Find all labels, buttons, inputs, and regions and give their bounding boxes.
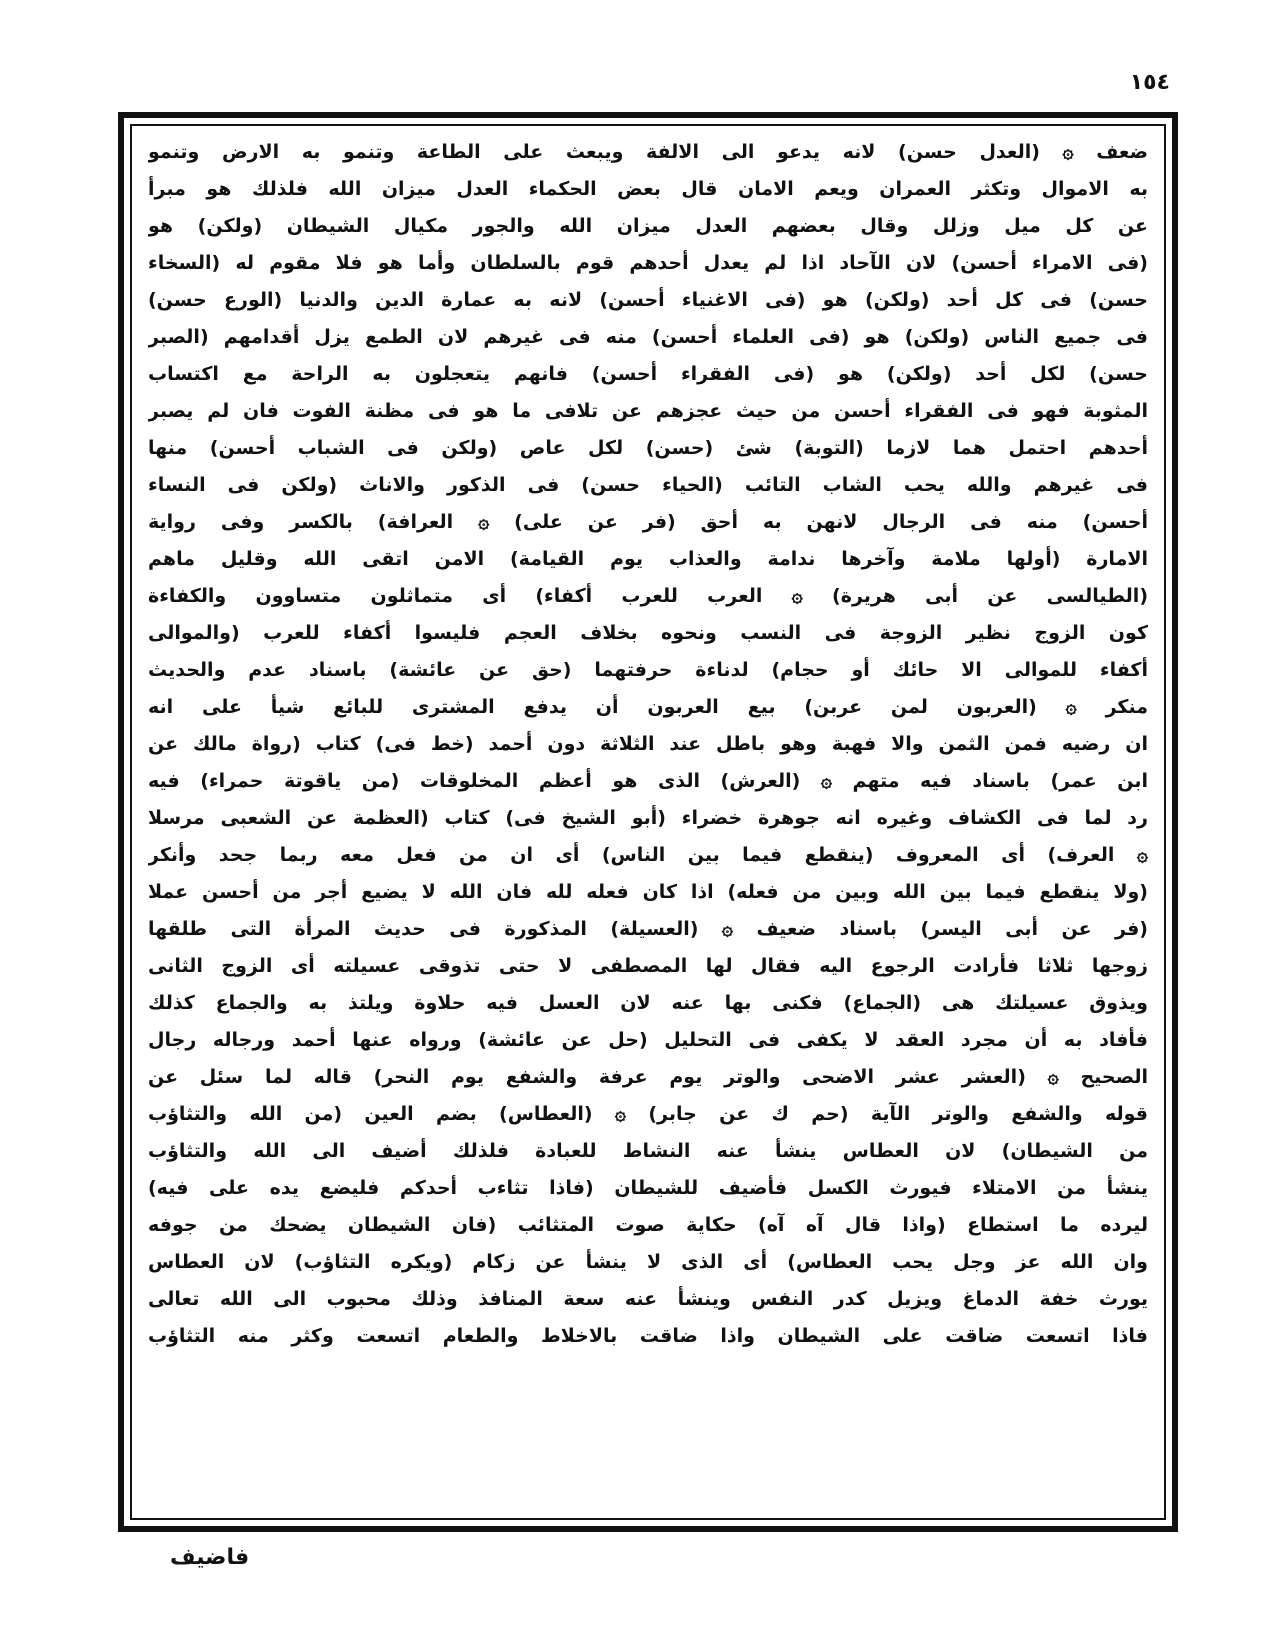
text-line: وان الله عز وجل يحب العطاس) أى الذى لا ينشأ عن زكام (ويكره التثاؤب) لان العطاس: [148, 1251, 1148, 1273]
text-line: أحدهم احتمل هما لازما (التوبة) شئ (حسن) لكل عاص (ولكن فى الشباب أحسن) منها: [148, 437, 1148, 459]
text-line: منكر ۞ (العربون لمن عربن) بيع العربون أن يدفع المشترى للبائع شيأ على انه: [148, 696, 1148, 718]
text-line: فى غيرهم والله يحب الشاب التائب (الحياء حسن) فى الذكور والاناث (ولكن فى النساء: [148, 474, 1148, 496]
text-line: الامارة (أولها ملامة وآخرها ندامة والعذاب يوم القيامة) الامن اتقى الله وقليل ماهم: [148, 548, 1148, 570]
text-line: قوله والشفع والوتر الآية (حم ك عن جابر) ۞ (العطاس) بضم العين (من الله والتثاؤب: [148, 1103, 1148, 1125]
text-line: أكفاء للموالى الا حائك أو حجام) لدناءة حرفتهما (حق عن عائشة) باسناد عدم والحديث: [148, 659, 1148, 681]
body-text: [148, 134, 1148, 1514]
text-line: (ولا ينقطع فيما بين الله وبين من فعله) اذا كان فعله لله فان الله لا يضيع أجر من أحسن عملا: [148, 881, 1148, 903]
text-line: ضعف ۞ (العدل حسن) لانه يدعو الى الالفة ويبعث على الطاعة وتنمو به الارض وتنمو: [148, 141, 1148, 163]
text-line: الصحيح ۞ (العشر عشر الاضحى والوتر يوم عرفة والشفع يوم النحر) قاله لما سئل عن: [148, 1066, 1148, 1088]
text-line: فى جميع الناس (ولكن) هو (فى العلماء أحسن) منه فى غيرهم لان الطمع يزل أقدامهم (الصبر: [148, 326, 1148, 348]
text-line: ان رضيه فمن الثمن والا فهبة وهو باطل عند الثلاثة دون أحمد (خط فى) كتاب (رواة مالك عن: [148, 733, 1148, 755]
text-line: (فى الامراء أحسن) لان الآحاد اذا لم يعدل أحدهم قوم بالسلطان وأما هو فلا مقوم له (السخاء: [148, 252, 1148, 274]
text-line: ۞ العرف) أى المعروف (ينقطع فيما بين الناس) أى ان من فعل معه ربما جحد وأنكر: [148, 844, 1148, 866]
text-line: من الشيطان) لان العطاس ينشأ عنه النشاط للعبادة فلذلك أضيف الى الله والتثاؤب: [148, 1140, 1148, 1162]
text-line: حسن) فى كل أحد (ولكن) هو (فى الاغنياء أحسن) لانه به عمارة الدين والدنيا (الورع حسن): [148, 289, 1148, 311]
text-line: زوجها ثلاثا فأرادت الرجوع اليه فقال لها المصطفى لا حتى تذوقى عسيلته أى الزوج الثانى: [148, 955, 1148, 977]
text-line: ينشأ من الامتلاء فيورث الكسل فأضيف للشيطان (فاذا تثاءب أحدكم فليضع يده على فيه): [148, 1177, 1148, 1199]
text-line: (الطيالسى عن أبى هريرة) ۞ العرب للعرب أكفاء) أى متماثلون متساوون والكفاءة: [148, 585, 1148, 607]
text-line: ليرده ما استطاع (واذا قال آه آه) حكاية صوت المتثائب (فان الشيطان يضحك من جوفه: [148, 1214, 1148, 1236]
text-line: ابن عمر) باسناد فيه متهم ۞ (العرش) الذى هو أعظم المخلوقات (من ياقوتة حمراء) فيه: [148, 770, 1148, 792]
page-number: ١٥٤: [1129, 70, 1170, 95]
text-line: عن كل ميل وزلل وقال بعضهم العدل ميزان الله والجور مكيال الشيطان (ولكن) هو: [148, 215, 1148, 237]
text-line: به الاموال وتكثر العمران ويعم الامان قال بعض الحكماء العدل ميزان الله فلذلك هو مبرأ: [148, 178, 1148, 200]
catchword: فاضيف: [170, 1545, 250, 1570]
text-line: (فر عن أبى اليسر) باسناد ضعيف ۞ (العسيلة) المذكورة فى حديث المرأة التى طلقها: [148, 918, 1148, 940]
text-line: رد لما فى الكشاف وغيره انه جوهرة خضراء (أبو الشيخ فى) كتاب (العظمة عن الشعبى مرسلا: [148, 807, 1148, 829]
text-line: فاذا اتسعت ضاقت على الشيطان واذا ضاقت بالاخلاط والطعام اتسعت وكثر منه التثاؤب: [148, 1325, 1148, 1347]
text-line: كون الزوج نظير الزوجة فى النسب ونحوه بخلاف العجم فليسوا أكفاء للعرب (والموالى: [148, 622, 1148, 644]
text-line: ويذوق عسيلتك هى (الجماع) فكنى بها عنه لان العسل فيه حلاوة ويلتذ به والجماع كذلك: [148, 992, 1148, 1014]
text-line: المثوبة فهو فى الفقراء أحسن من حيث عجزهم عن تلافى ما هو فى مظنة الفوت فان لم يصبر: [148, 400, 1148, 422]
text-line: يورث خفة الدماغ ويزيل كدر النفس وينشأ عنه سعة المنافذ وذلك محبوب الى الله تعالى: [148, 1288, 1148, 1310]
text-line: حسن) لكل أحد (ولكن) هو (فى الفقراء أحسن) فانهم يتعجلون به الراحة مع اكتساب: [148, 363, 1148, 385]
text-line: أحسن) منه فى الرجال لانهن به أحق (فر عن على) ۞ العرافة) بالكسر وفى رواية: [148, 511, 1148, 533]
text-line: فأفاد به أن مجرد العقد لا يكفى فى التحليل (حل عن عائشة) ورواه عنها أحمد ورجاله رجال: [148, 1029, 1148, 1051]
